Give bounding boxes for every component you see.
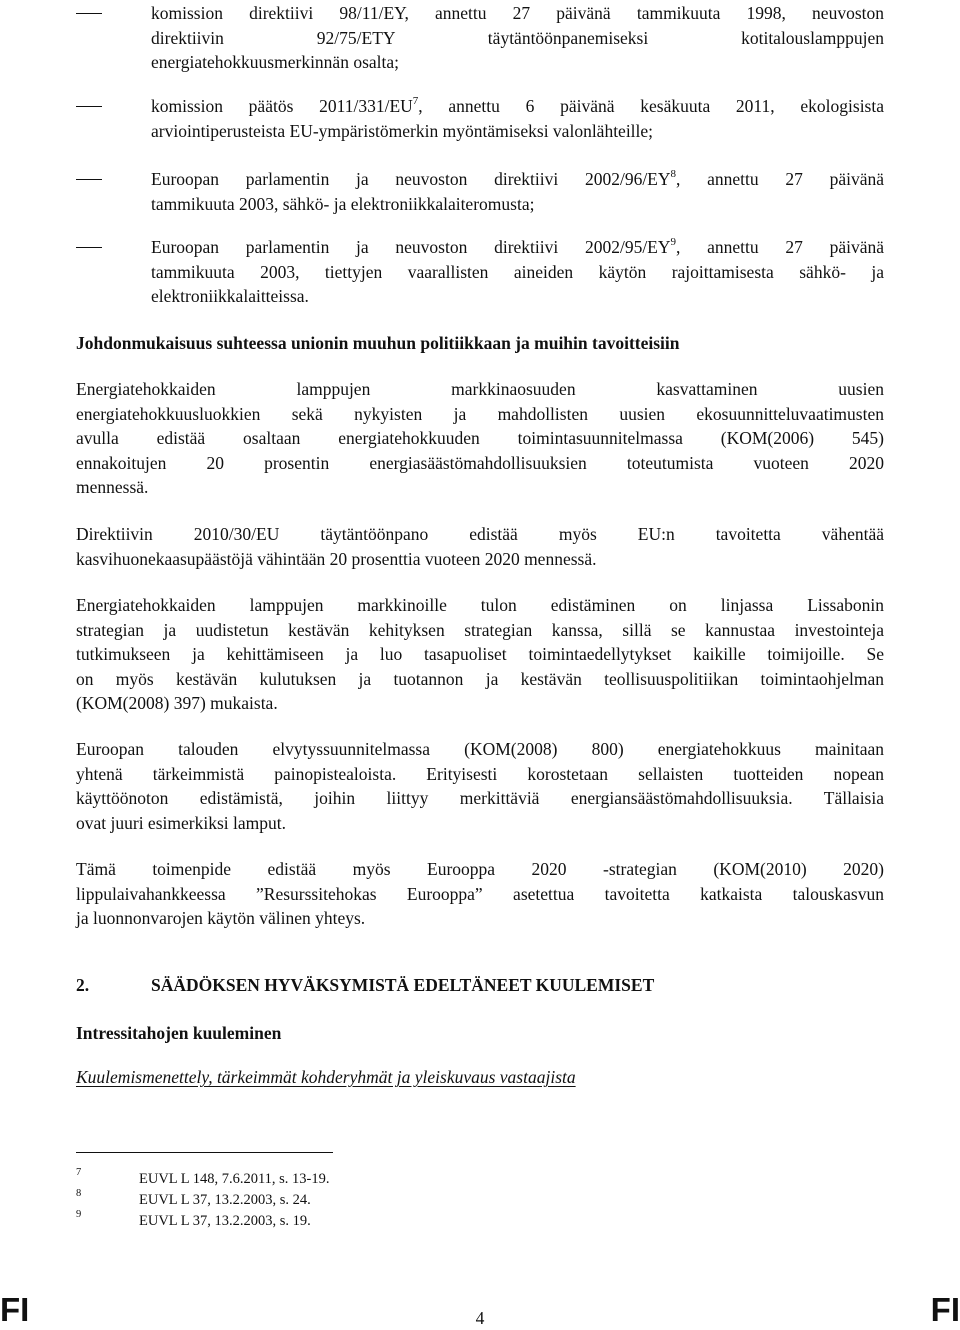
text-line: Direktiivin 2010/30/EU täytäntöönpano edistää myös EU:n tavoitetta vähentää: [76, 524, 884, 544]
footnote-separator: [76, 1152, 333, 1153]
bullet-item: [76, 94, 884, 143]
section-number: 2.: [76, 975, 90, 995]
text-line: (KOM(2008) 397) mukaista.: [76, 693, 278, 714]
bullet-text: [151, 167, 884, 216]
text-line: [151, 235, 884, 260]
text-line: tammikuuta 2003, sähkö- ja elektroniikkalaiteromusta;: [151, 193, 535, 214]
text-line: avulla edistää osaltaan energiatehokkuuden toimintasuunnitelmassa (KOM(2006) 545): [76, 428, 884, 449]
bullet-item: [76, 1, 884, 75]
text-line: [151, 94, 884, 119]
footer-language-left: FI: [0, 1291, 30, 1328]
text-line: ja luonnonvarojen käytön välinen yhteys.: [76, 908, 366, 929]
footnote-number: 8: [76, 1188, 82, 1199]
bullet-text: [151, 235, 884, 309]
text-fragment: komission päätös 2011/331/EU: [151, 96, 413, 116]
text-line: ennakoitujen 20 prosentin energiasäästömahdollisuuksien toteutumista vuoteen 2020: [76, 452, 884, 473]
text-fragment: Euroopan parlamentin ja neuvoston direktiivi 2002/96/EY: [151, 169, 671, 189]
text-line: tutkimukseen ja kehittämiseen ja luo tasapuoliset toimintaedellytykset kaikille toimijoille. Se: [76, 644, 884, 665]
paragraph: [76, 857, 884, 931]
bullet-text: [151, 94, 884, 143]
bullet-item: [76, 235, 884, 309]
section-heading-consistency: Johdonmukaisuus suhteessa unionin muuhun politiikkaan ja muihin tavoitteisiin: [76, 333, 680, 353]
paragraph: [76, 377, 884, 500]
text-line: mennessä.: [76, 477, 149, 498]
text-fragment: , annettu 6 päivänä kesäkuuta 2011, ekologisista: [418, 96, 884, 116]
bullet-text: [151, 1, 884, 75]
paragraph: [76, 593, 884, 716]
footnote-number: 9: [76, 1209, 82, 1220]
text-line: strategian ja uudistetun kestävän kehityksen strategian kanssa, sillä se kannustaa investointeja: [76, 619, 884, 640]
text-fragment: , annettu 27 päivänä: [676, 169, 884, 189]
text-line: Tämä toimenpide edistää myös Eurooppa 2020 -strategian (KOM(2010) 2020): [76, 859, 884, 879]
text-line: Energiatehokkaiden lamppujen markkinoille tulon edistäminen on linjassa Lissabonin: [76, 595, 884, 615]
text-line: käyttöönoton edistämistä, joihin liittyy merkittäviä energiansäästömahdollisuuksia. Tällaisia: [76, 788, 884, 809]
text-line: tammikuuta 2003, tiettyjen vaarallisten aineiden käytön rajoittamisesta sähkö- ja: [151, 261, 884, 282]
footnote-ref: 9: [670, 236, 677, 248]
text-line: on myös kestävän kulutuksen ja tuotannon ja kestävän teollisuuspolitiikan toimintaohjelman: [76, 668, 884, 689]
text-line: kasvihuonekaasupäästöjä vähintään 20 prosenttia vuoteen 2020 mennessä.: [76, 548, 597, 569]
text-line: Euroopan talouden elvytyssuunnitelmassa (KOM(2008) 800) energiatehokkuus mainitaan: [76, 739, 884, 759]
footer-language-right: FI: [930, 1291, 960, 1328]
text-fragment: Euroopan parlamentin ja neuvoston direktiivi 2002/95/EY: [151, 237, 671, 257]
text-line: arviointiperusteista EU-ympäristömerkin myöntämiseksi valonlähteille;: [151, 120, 654, 141]
text-line: lippulaivahankkeessa ”Resurssitehokas Eurooppa” asetettua tavoitetta katkaista talouskasvun: [76, 883, 884, 904]
section-title: SÄÄDÖKSEN HYVÄKSYMISTÄ EDELTÄNEET KUULEMISET: [151, 975, 655, 995]
text-line: Energiatehokkaiden lamppujen markkinaosuuden kasvattaminen uusien: [76, 379, 884, 399]
footnote-ref: 7: [412, 95, 419, 107]
text-line: direktiivin 92/75/ETY täytäntöönpanemiseksi kotitalouslamppujen: [151, 27, 884, 48]
text-line: energiatehokkuusmerkinnän osalta;: [151, 52, 400, 73]
footnote-text: EUVL L 37, 13.2.2003, s. 19.: [139, 1213, 311, 1229]
subsubheading: Kuulemismenettely, tärkeimmät kohderyhmät ja yleiskuvaus vastaajista: [76, 1067, 576, 1087]
text-line: elektroniikkalaitteissa.: [151, 286, 309, 307]
text-line: [151, 167, 884, 192]
paragraph: [76, 737, 884, 835]
footnote-ref: 8: [670, 168, 677, 180]
text-fragment: , annettu 27 päivänä: [676, 237, 884, 257]
bullet-item: [76, 167, 884, 216]
text-line: komission direktiivi 98/11/EY, annettu 27 päivänä tammikuuta 1998, neuvoston: [151, 3, 884, 23]
page-number: 4: [475, 1308, 485, 1328]
footnote-number: 7: [76, 1167, 82, 1178]
footnote-text: EUVL L 148, 7.6.2011, s. 13-19.: [139, 1171, 330, 1187]
subheading: Intressitahojen kuuleminen: [76, 1023, 282, 1043]
text-line: ovat juuri esimerkiksi lamput.: [76, 812, 286, 833]
paragraph: [76, 522, 884, 571]
text-line: yhtenä tärkeimmistä painopistealoista. Erityisesti korostetaan sellaisten tuotteiden nopean: [76, 763, 884, 784]
text-line: energiatehokkuusluokkien sekä nykyisten ja mahdollisten uusien ekosuunnitteluvaatimusten: [76, 403, 884, 424]
footnote-text: EUVL L 37, 13.2.2003, s. 24.: [139, 1192, 311, 1208]
